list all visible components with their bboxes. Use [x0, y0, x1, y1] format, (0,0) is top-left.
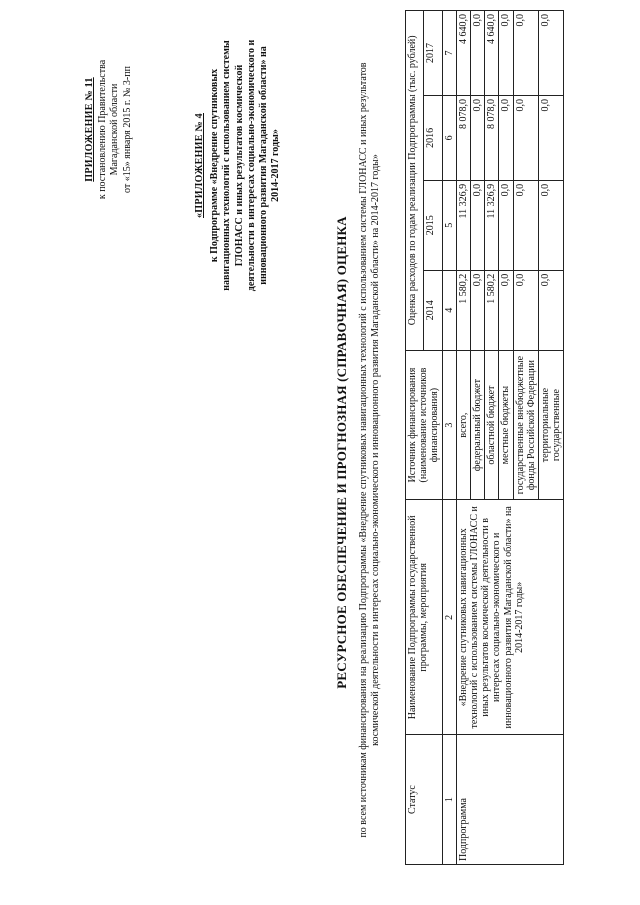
appendix-heading: ПРИЛОЖЕНИЕ № 11 [84, 77, 95, 182]
appendix-block [84, 42, 134, 217]
appendix-line-2: Магаданской области [109, 83, 120, 176]
value-cell: 11 326,9 [456, 180, 470, 270]
document-title: РЕСУРСНОЕ ОБЕСПЕЧЕНИЕ И ПРОГНОЗНАЯ (СПРАВОЧНАЯ) ОЦЕНКА [334, 216, 349, 689]
value-cell: 1 580,2 [456, 270, 470, 350]
header-source: Источник финансирования (наименование источников финансирования) [406, 350, 443, 500]
sub-appendix-heading: «ПРИЛОЖЕНИЕ № 4 [194, 113, 205, 218]
header-year: 2017 [424, 11, 442, 96]
table-header-row [406, 11, 424, 865]
value-cell: 0,0 [470, 270, 484, 350]
value-cell: 0,0 [538, 11, 563, 96]
column-number-row [442, 11, 456, 865]
value-cell: 4 640,0 [485, 11, 499, 96]
value-cell: 0,0 [513, 270, 538, 350]
value-cell: 11 326,9 [485, 180, 499, 270]
value-cell: 0,0 [470, 180, 484, 270]
program-name-cell: «Внедрение спутниковых навигационных технологий с использованием системы ГЛОНАСС и иных результатов космической деятельности в интересах социально-экономического и инновационного развития Магаданской области» на 2014-2017 годы» [456, 500, 564, 735]
source-cell: местные бюджеты [499, 350, 513, 500]
value-cell: 0,0 [538, 180, 563, 270]
value-cell: 0,0 [538, 95, 563, 180]
value-cell: 8 078,0 [456, 95, 470, 180]
header-estimate: Оценка расходов по годам реализации Подпрограммы (тыс. рублей) [406, 11, 424, 351]
value-cell: 1 580,2 [485, 270, 499, 350]
source-cell: федеральный бюджет [470, 350, 484, 500]
source-cell: всего, [456, 350, 470, 500]
value-cell: 0,0 [538, 270, 563, 350]
sub-appendix-text: к Подпрограмме «Внедрение спутниковых навигационных технологий с использованием системы ГЛОНАСС и иных результатов космической деятельности в интересах социально-экономического и инновационного развития Магаданской области» на 2014-2017 годы» [209, 39, 282, 292]
column-number: 3 [442, 350, 456, 500]
column-number: 4 [442, 270, 456, 350]
header-year: 2015 [424, 180, 442, 270]
status-cell: Подпрограмма [456, 735, 564, 865]
table-row [456, 11, 470, 865]
value-cell: 0,0 [499, 95, 513, 180]
column-number: 7 [442, 11, 456, 96]
column-number: 2 [442, 500, 456, 735]
funding-table [405, 10, 564, 865]
column-number: 1 [442, 735, 456, 865]
appendix-line-3: от «15» января 2015 г. № 3-пп [121, 66, 133, 193]
value-cell: 0,0 [499, 11, 513, 96]
value-cell: 0,0 [470, 95, 484, 180]
appendix-line-1: к постановлению Правительства [96, 59, 108, 200]
column-number: 6 [442, 95, 456, 180]
value-cell: 8 078,0 [485, 95, 499, 180]
value-cell: 0,0 [513, 11, 538, 96]
header-name: Наименование Подпрограммы государственной программы, мероприятия [406, 500, 443, 735]
value-cell: 0,0 [499, 180, 513, 270]
sub-appendix-block [194, 38, 282, 293]
value-cell: 4 640,0 [456, 11, 470, 96]
value-cell: 0,0 [499, 270, 513, 350]
header-year: 2014 [424, 270, 442, 350]
value-cell: 0,0 [513, 180, 538, 270]
value-cell: 0,0 [470, 11, 484, 96]
header-year: 2016 [424, 95, 442, 180]
source-cell: территориальные государственные [538, 350, 563, 500]
header-status: Статус [406, 735, 443, 865]
column-number: 5 [442, 180, 456, 270]
value-cell: 0,0 [513, 95, 538, 180]
document-subtitle: по всем источникам финансирования на реализацию Подпрограммы «Внедрение спутниковых навигационных технологий с использованием системы ГЛОНАСС и иных результатов космической деятельности в интересах социально-экономического и инновационного развития Магаданской области» на 2014-2017 годы» [358, 62, 381, 838]
source-cell: областной бюджет [485, 350, 499, 500]
source-cell: государственные внебюджетные фонды Российской Федерации [513, 350, 538, 500]
